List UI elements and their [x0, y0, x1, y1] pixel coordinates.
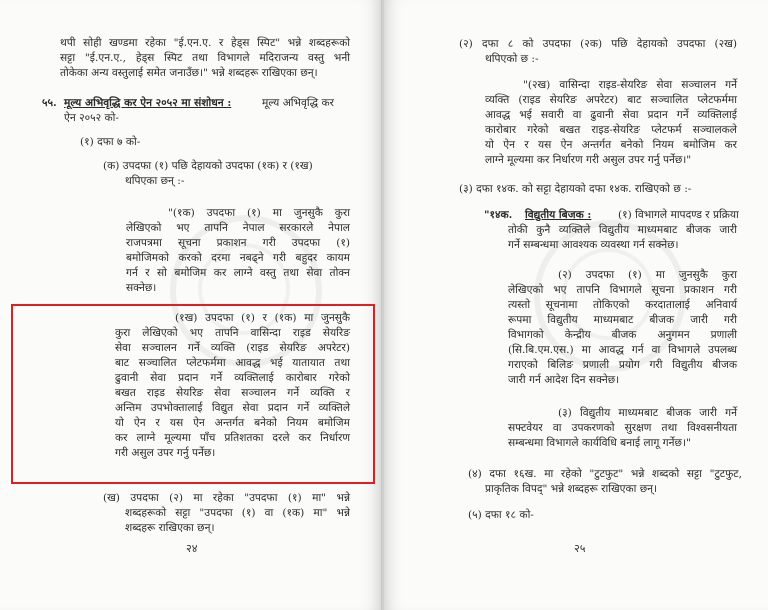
- text-line: तोकी कुनै व्यक्तिले विद्युतीय माध्यमबाट बीजक जारी: [508, 224, 737, 236]
- clause-1: (१) दफा ७ को-: [80, 136, 141, 148]
- text-line: "(१क) उपदफा (१) मा जुनसुकै कुरा: [168, 207, 350, 219]
- text-line: लाग्ने मूल्यमा कर निर्धारण गरी असुल उपर गर्नु पर्नेछ।": [485, 154, 692, 166]
- clause-ka: (क) उपदफा (१) पछि देहायको उपदफा (१क) र (१ख): [103, 160, 313, 172]
- clause-2: (२) दफा ८ को उपदफा (२क) पछि देहायको उपदफा (२ख): [459, 38, 737, 50]
- text-line: (सि.बि.एम.एस.) मा आवद्ध गर्न वा विभागले उपलब्ध: [508, 344, 737, 356]
- text-line: लेखिएको भए तापनि नेपाल सरकारले नेपाल: [126, 222, 350, 234]
- text-line: (२) उपदफा (१) मा जुनसुकै कुरा: [558, 269, 737, 281]
- text-line: सक्नेछ।: [126, 282, 157, 294]
- right-page: [384, 0, 768, 610]
- text-line: यो ऐन र यस ऐन अन्तर्गत बनेको नियम बमोजिम: [115, 417, 350, 429]
- page-number: २४: [186, 542, 198, 555]
- left-page: [0, 0, 382, 610]
- clause-3: (३) दफा १४क. को सट्टा देहायको दफा १४क. राखिएको छ :-: [459, 183, 692, 195]
- text-line: तोकेका अन्य वस्तुलाई समेत जनाउँछ।" भन्ने शब्दहरू राखिएका छन्।: [60, 67, 318, 79]
- text-line: शब्दहरू राखिएका छन्।: [125, 522, 215, 534]
- text-line: रूपमा विद्युतीय माध्यमबाट बीजक जारी गरी: [508, 314, 737, 326]
- text-line: थपी सोही खण्डमा रहेका "ई.एन.ए. र हेड्स स्पिट" भन्ने शब्दहरूको: [60, 37, 350, 49]
- text-line: सेवा सञ्चालन गर्ने व्यक्ति (राइड सेयरिङ अपरेटर): [115, 342, 350, 354]
- section-heading: विद्युतीय बिजक :: [525, 209, 592, 221]
- text-line: बाट सञ्चालित प्लेटफर्ममा आवद्ध भई यातायात तथा: [115, 357, 350, 369]
- text-line: गर्न र सो बमोजिम कर लाग्ने वस्तु तथा सेवा तोक्न: [126, 267, 350, 279]
- text-line: बखत राइड सेयरिङ सेवा सञ्चालन गर्ने व्यक्ति र: [115, 387, 350, 399]
- clause-4: (४) दफा १६ख. मा रहेको "टुटफुट" भन्ने शब्दको सट्टा "टुटफुट,: [468, 468, 742, 480]
- text-line: सफ्टवेयर वा उपकरणको सुरक्षण तथा विश्वसनीयता: [508, 422, 737, 434]
- section-number: "१४क.: [484, 209, 513, 221]
- clause-5: (५) दफा १८ को-: [468, 509, 534, 521]
- text-line: (१ख) उपदफा (१) र (१क) मा जुनसुकै: [175, 312, 350, 324]
- text-line: बमोजिमको करको दरमा नबढ्ने गरी बहुदर कायम: [126, 252, 350, 264]
- text-line: विभागको केन्द्रीय बीजक अनुगमन प्रणाली: [508, 329, 737, 341]
- text-line: त्यस्तो सूचनामा तोकिएको करदातालाई अनिवार्य: [508, 299, 737, 311]
- clause-kha: (ख) उपदफा (२) मा रहेका "उपदफा (१) मा" भन्ने: [103, 492, 350, 504]
- text-line: लेखिएको भए तापनि विभागले सूचना प्रकाशन गरी: [508, 284, 737, 296]
- text-line: सम्बन्धमा विभागले कार्यविधि बनाई लागू गर्नेछ।": [508, 437, 691, 449]
- section-heading: मूल्य अभिवृद्धि कर ऐन २०५२ मा संशोधन :: [64, 97, 232, 109]
- text-line: गराएको बिलिङ प्रणाली प्रयोग गरी विद्युतीय बीजक: [508, 359, 737, 371]
- text-line: (३) विद्युतीय माध्यमबाट बीजक जारी गर्ने: [558, 407, 737, 419]
- text-line: कारोबार गरेको बखत राइड-सेयरिङ प्लेटफर्म सञ्चालकले: [485, 124, 737, 136]
- text-line: (१) विभागले मापदण्ड र प्रक्रिया: [618, 209, 739, 221]
- text-line: कुरा लेखिएको भए तापनि वासिन्दा राइड सेयरिङ: [115, 327, 350, 339]
- text-line: सट्टा "ई.एन.ए., हेड्स स्पिट तथा विभागले मदिराजन्य वस्तु भनी: [60, 52, 350, 64]
- text-line: मूल्य अभिवृद्धि कर: [262, 97, 334, 109]
- text-line: अन्तिम उपभोक्तालाई विद्युत सेवा प्रदान गर्ने व्यक्तिले: [115, 402, 350, 414]
- section-number: ५५.: [42, 97, 57, 109]
- text-line: राजपत्रमा सूचना प्रकाशन गरी उपदफा (१): [126, 237, 350, 249]
- text-line: गर्ने सम्बन्धमा आवश्यक व्यवस्था गर्न सक्नेछ।: [508, 239, 679, 251]
- text-line: थपिएका छन् :-: [125, 175, 185, 187]
- text-line: थपिएको छ :-: [485, 53, 539, 65]
- text-line: जारी गर्न आदेश दिन सक्नेछ।: [508, 374, 620, 386]
- text-line: गरी असुल उपर गर्नु पर्नेछ।: [115, 447, 216, 459]
- text-line: शब्दहरूको सट्टा "उपदफा (१) वा (१क) मा" भन्ने: [125, 507, 350, 519]
- text-line: व्यक्ति (राइड सेयरिङ अपरेटर) बाट सञ्चालित प्लेटफर्ममा: [485, 94, 737, 106]
- text-line: ढुवानी सेवा प्रदान गर्ने व्यक्तिलाई कारोबार गरेको: [115, 372, 350, 384]
- text-line: आवद्ध भई सवारी वा ढुवानी सेवा प्रदान गर्ने व्यक्तिलाई: [485, 109, 737, 121]
- highlight-box: [11, 304, 375, 484]
- text-line: प्राकृतिक विपद्" भन्ने शब्दहरू राखिएका छन्।: [485, 483, 658, 495]
- text-line: कर लाग्ने मूल्यमा पाँच प्रतिशतका दरले कर निर्धारण: [115, 432, 350, 444]
- text-line: यो ऐन र यस ऐन अन्तर्गत बनेको नियम बमोजिम कर: [485, 139, 737, 151]
- text-line: ऐन २०५२ को-: [64, 112, 119, 124]
- text-line: "(२ख) वासिन्दा राइड-सेयरिङ सेवा सञ्चालन गर्ने: [523, 79, 737, 91]
- page-number: २५: [574, 542, 586, 555]
